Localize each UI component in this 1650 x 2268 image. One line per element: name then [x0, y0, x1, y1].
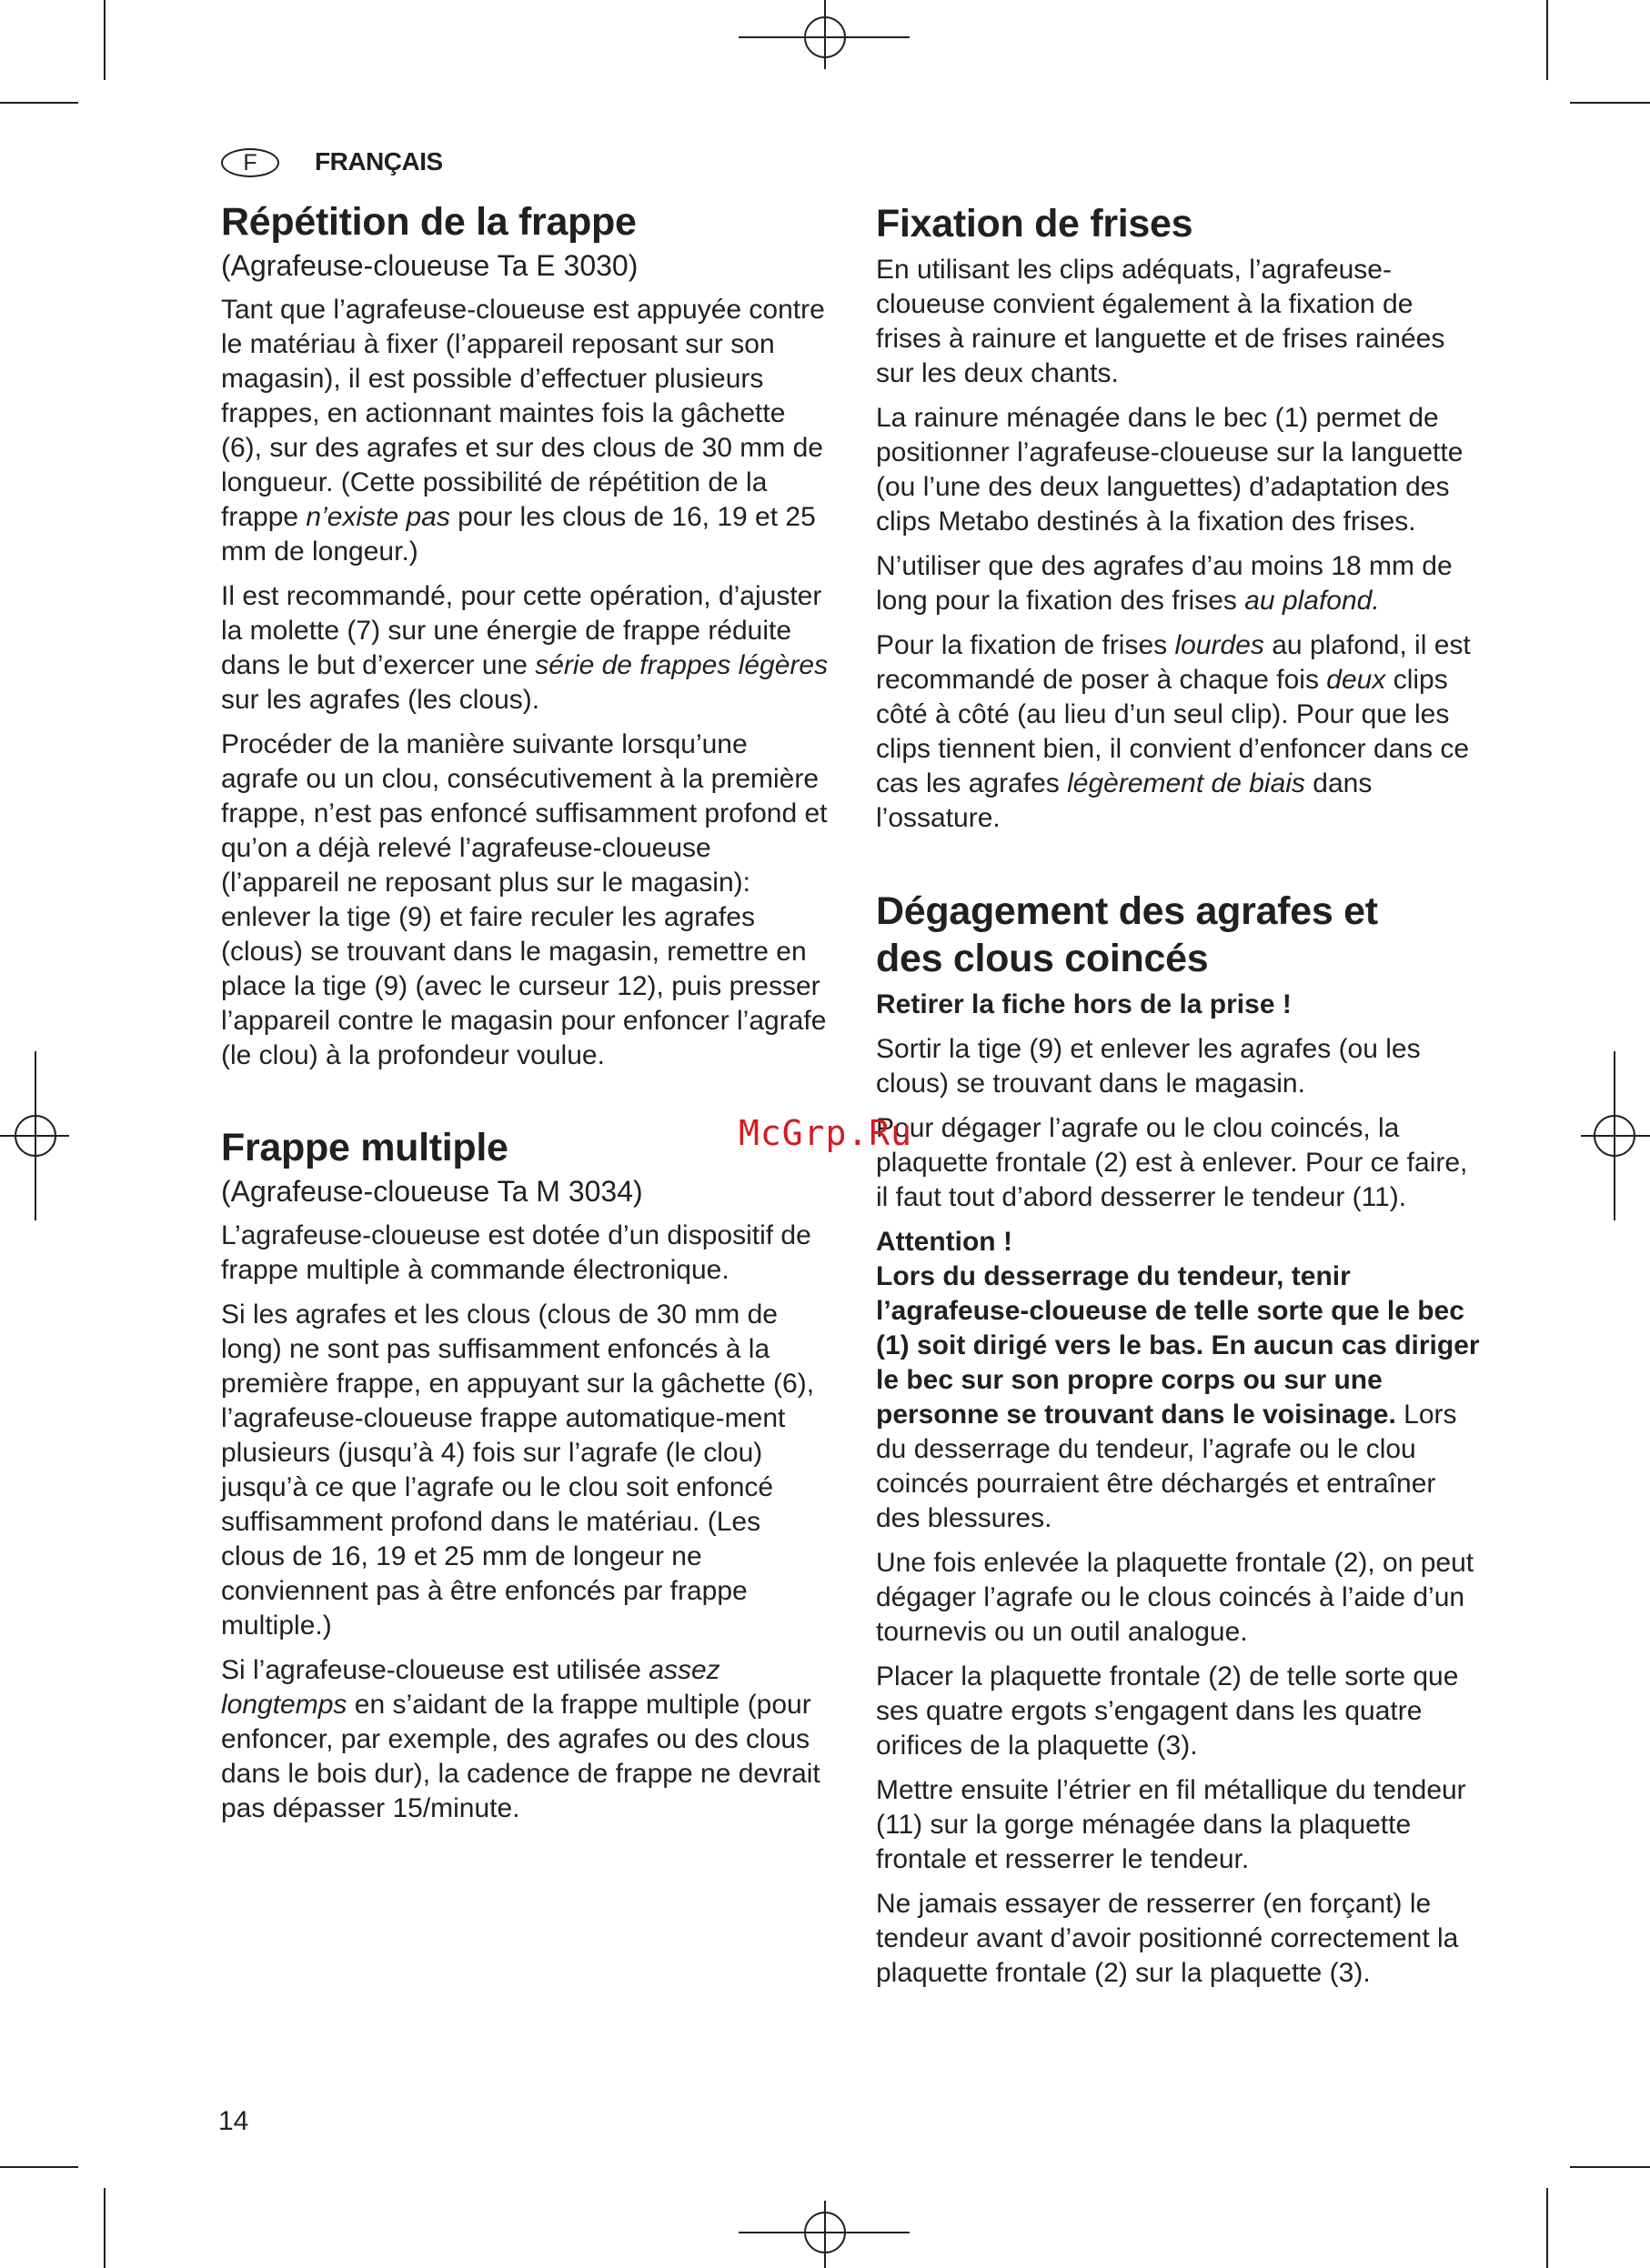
attention-block: Attention ! Lors du desserrage du tendeur, tenir l’agrafeuse-cloueuse de telle sorte que le bec (1) soit dirigé vers le bas. En aucun cas diriger le bec sur son propre corps ou sur une personne se trouvant dans le voisinage. Lors du desserrage du tendeur, l’agrafe ou le clou coincés pourraient être déchargés et entraîner des blessures. [876, 1227, 1480, 1533]
section-title-degagement: Dégagement des agrafes et des clous coincés [876, 889, 1378, 980]
paragraph: N’utiliser que des agrafes d’au moins 18 mm de long pour la fixation des frises au plafond. [876, 551, 1453, 616]
section-title-fixation-frises: Fixation de frises [876, 202, 1193, 246]
paragraph: L’agrafeuse-cloueuse est dotée d’un dispositif de frappe multiple à commande électronique. [221, 1220, 811, 1285]
left-column [221, 198, 830, 1836]
crop-mark [104, 2188, 106, 2268]
warning-unplug: Retirer la fiche hors de la prise ! [876, 989, 1292, 1019]
paragraph: Si l’agrafeuse-cloueuse est utilisée assez longtemps en s’aidant de la frappe multiple (pour enfoncer, par exemple, des agrafes ou des clous dans le bois dur), la cadence de frappe ne devrait pas dépasser 15/minute. [221, 1655, 820, 1823]
paragraph: Il est recommandé, pour cette opération, d’ajuster la molette (7) sur une énergie de frappe réduite dans le but d’exercer une série de frappes légères sur les agrafes (les clous). [221, 581, 829, 715]
crop-mark [1570, 102, 1650, 104]
paragraph: En utilisant les clips adéquats, l’agrafeuse-cloueuse convient également à la fixation de frises à rainure et languette et de frises rainées sur les deux chants. [876, 255, 1445, 388]
paragraph: Pour dégager l’agrafe ou le clou coincés, la plaquette frontale (2) est à enlever. Pour ce faire, il faut tout d’abord desserrer le tendeur (11). [876, 1113, 1468, 1212]
registration-circle-icon [1594, 1115, 1635, 1157]
registration-circle-icon [15, 1115, 56, 1157]
crop-mark [1546, 2188, 1548, 2268]
language-badge: F [221, 148, 279, 177]
section-title-frappe-multiple: Frappe multiple [221, 1126, 508, 1169]
crop-mark [1570, 2166, 1650, 2168]
paragraph: Mettre ensuite l’étrier en fil métallique du tendeur (11) sur la gorge ménagée dans la plaquette frontale et resserrer le tendeur. [876, 1775, 1466, 1874]
crop-mark [0, 2166, 78, 2168]
paragraph: Placer la plaquette frontale (2) de telle sorte que ses quatre ergots s’engagent dans les quatre orifices de la plaquette (3). [876, 1661, 1459, 1761]
crop-mark [0, 102, 78, 104]
paragraph: Procéder de la manière suivante lorsqu’une agrafe ou un clou, consécutivement à la première frappe, n’est pas enfoncé suffisamment profond et qu’on a déjà relevé l’agrafeuse-cloueuse (l’appareil ne reposant plus sur le magasin): enlever la tige (9) et faire reculer les agrafes (clous) se trouvant dans le magasin, remettre en place la tige (9) (avec le curseur 12), puis presser l’appareil contre le magasin pour enfoncer l’agrafe (le clou) à la profondeur voulue. [221, 729, 828, 1070]
registration-circle-icon [804, 16, 846, 58]
crop-mark [1546, 0, 1548, 80]
paragraph: Sortir la tige (9) et enlever les agrafes (ou les clous) se trouvant dans le magasin. [876, 1034, 1421, 1099]
page-number: 14 [218, 2106, 249, 2136]
paragraph: Ne jamais essayer de resserrer (en forçant) le tendeur avant d’avoir positionné correctement la plaquette frontale (2) sur la plaquette (3). [876, 1889, 1459, 1988]
registration-circle-icon [804, 2212, 846, 2253]
language-title: FRANÇAIS [315, 147, 443, 176]
paragraph: Si les agrafes et les clous (clous de 30 mm de long) ne sont pas suffisamment enfoncés à la première frappe, en appuyant sur la gâchette (6), l’agrafeuse-cloueuse frappe automatique-ment plusieurs (jusqu’à 4) fois sur l’agrafe (le clou) jusqu’à ce que l’agrafe ou le clou soit enfoncé suffisamment profond dans le matériau. (Les clous de 16, 19 et 25 mm de longeur ne conviennent pas à être enfoncés par frappe multiple.) [221, 1300, 815, 1641]
paragraph: Pour la fixation de frises lourdes au plafond, il est recommandé de poser à chaque fois deux clips côté à côté (au lieu d’un seul clip). Pour que les clips tiennent bien, il convient d’enfoncer dans ce cas les agrafes légèrement de biais dans l’ossature. [876, 630, 1471, 833]
paragraph: La rainure ménagée dans le bec (1) permet de positionner l’agrafeuse-cloueuse sur la languette (ou l’une des deux languettes) d’adaptation des clips Metabo destinés à la fixation des frises. [876, 403, 1464, 537]
crop-mark [104, 0, 106, 80]
section-subtitle: (Agrafeuse-cloueuse Ta M 3034) [221, 1175, 643, 1208]
section-subtitle: (Agrafeuse-cloueuse Ta E 3030) [221, 249, 639, 282]
paragraph: Tant que l’agrafeuse-cloueuse est appuyée contre le matériau à fixer (l’appareil reposant sur son magasin), il est possible d’effectuer plusieurs frappes, en actionnant maintes fois la gâchette (6), sur des agrafes et sur des clous de 30 mm de longueur. (Cette possibilité de répétition de la frappe n’existe pas pour les clous de 16, 19 et 25 mm de longeur.) [221, 295, 825, 567]
section-title-repetition: Répétition de la frappe [221, 200, 637, 244]
paragraph: Une fois enlevée la plaquette frontale (2), on peut dégager l’agrafe ou le clous coincés à l’aide d’un tournevis ou un outil analogue. [876, 1548, 1474, 1647]
right-column [876, 200, 1481, 2001]
watermark-text: McGrp.Ru [739, 1113, 913, 1153]
